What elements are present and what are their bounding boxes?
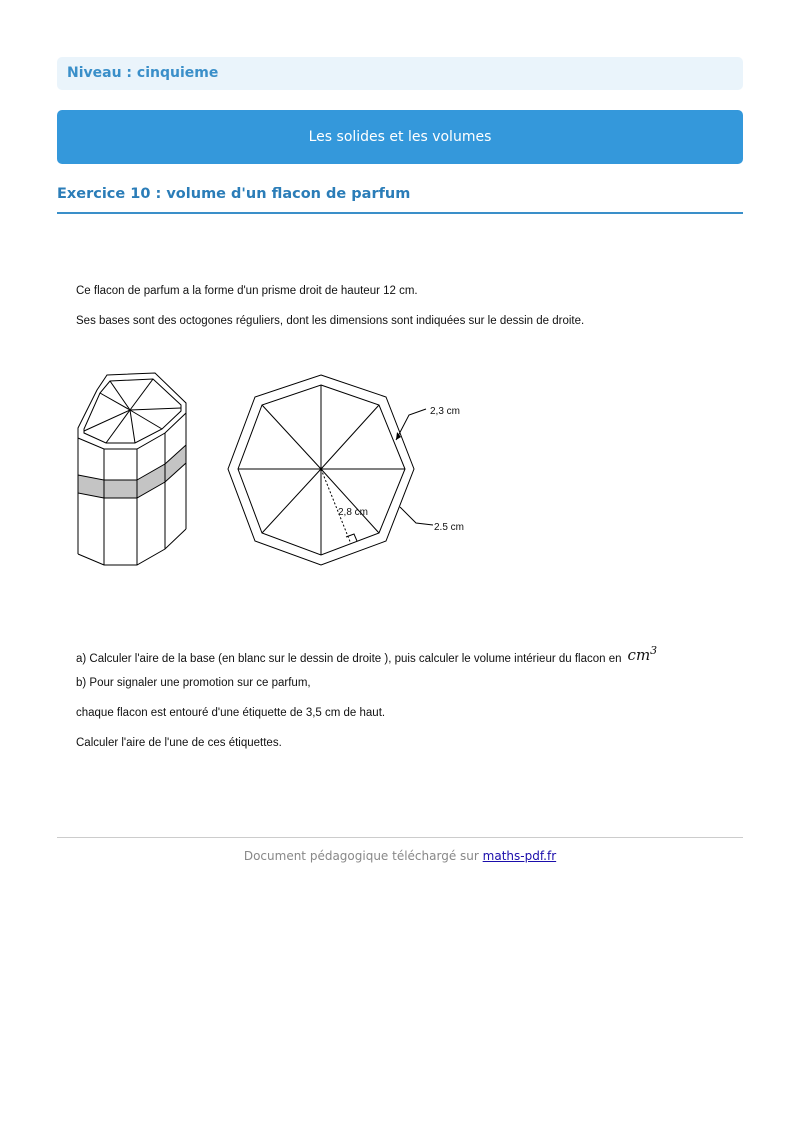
- label-outer-width: 2.5 cm: [434, 522, 465, 533]
- statement-line-1: Ce flacon de parfum a la forme d'un prisme droit de hauteur 12 cm.: [76, 285, 418, 297]
- level-label: Niveau : cinquieme: [57, 57, 743, 90]
- unit-exponent: 3: [650, 644, 658, 657]
- prism-3d-figure: [60, 365, 200, 575]
- title-underline: [57, 212, 743, 214]
- question-a-text: a) Calculer l'aire de la base (en blanc sur le dessin de droite ), puis calculer le volume intérieur du flacon en: [76, 653, 622, 665]
- exercise-title: Exercice 10 : volume d'un flacon de parfum: [57, 186, 411, 202]
- unit-base: cm: [627, 646, 651, 664]
- question-a: [76, 646, 657, 666]
- unit-cm3: [628, 646, 658, 664]
- statement-line-2: Ses bases sont des octogones réguliers, dont les dimensions sont indiquées sur le dessin de droite.: [76, 315, 585, 327]
- footer-divider: [57, 837, 743, 838]
- footer-link[interactable]: maths-pdf.fr: [482, 849, 557, 863]
- octagon-base-figure: [220, 365, 480, 575]
- question-b-line-1: b) Pour signaler une promotion sur ce parfum,: [76, 677, 311, 689]
- question-b-line-3: Calculer l'aire de l'une de ces étiquettes.: [76, 737, 282, 749]
- footer-text: Document pédagogique téléchargé sur: [243, 849, 479, 863]
- question-b-line-2: chaque flacon est entouré d'une étiquette de 3,5 cm de haut.: [76, 707, 386, 719]
- chapter-banner: Les solides et les volumes: [57, 110, 743, 164]
- label-apothem: 2,8 cm: [338, 507, 369, 518]
- footer: [0, 849, 800, 863]
- label-side-length: 2,3 cm: [430, 406, 461, 417]
